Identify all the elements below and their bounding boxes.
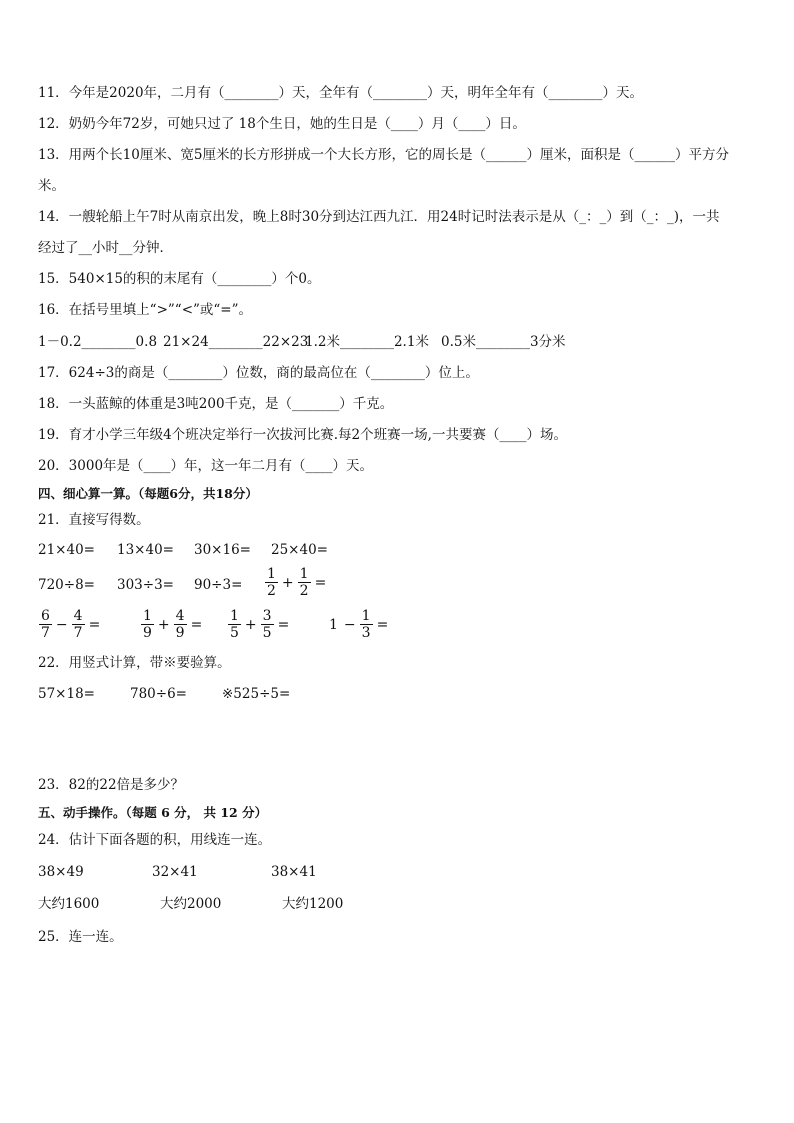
numerator: 1 (230, 608, 239, 624)
fraction-expression (140, 608, 205, 641)
fraction (39, 608, 52, 641)
fraction (265, 566, 278, 599)
whole-number: 1 (329, 616, 338, 633)
fraction (360, 608, 373, 641)
calc-item: ※525÷5= (222, 686, 291, 702)
fraction (228, 608, 241, 641)
question-25: 25．连一连。 (38, 929, 123, 945)
fraction-expression (38, 608, 103, 641)
question-17: 17．624÷3的商是（________）位数，商的最高位在（________）位上。 (38, 365, 479, 381)
calc-item: 57×18= (38, 686, 95, 702)
question-13-line-2: 米。 (38, 178, 65, 194)
question-14-line-2: 经过了__小时__分钟． (38, 240, 173, 256)
calc-item: 780÷6= (130, 686, 187, 702)
calc-item: 25×40= (271, 542, 328, 558)
operator: − (343, 616, 356, 633)
calc-item: 30×16= (194, 542, 251, 558)
estimate-item: 大约2000 (160, 896, 222, 912)
question-14-line-1: 14．一艘轮船上午7时从南京出发，晚上8时30分到达江西九江．用24时记时法表示是从（_：_）到（_：_)，一共 (38, 209, 720, 225)
question-18: 18．一头蓝鲸的体重是3吨200千克，是（_______）千克。 (38, 396, 394, 412)
fraction (174, 608, 187, 641)
question-19: 19．育才小学三年级4个班决定举行一次拔河比赛.每2个班赛一场,一共要赛（____）场。 (38, 427, 567, 443)
denominator: 9 (175, 625, 185, 641)
numerator: 3 (262, 608, 272, 624)
numerator: 4 (175, 608, 185, 624)
question-11: 11．今年是2020年，二月有（________）天，全年有（________）天，明年全年有（________）天。 (38, 85, 644, 101)
denominator: 5 (262, 625, 272, 641)
numerator: 4 (73, 608, 83, 624)
fraction (141, 608, 154, 641)
product-item: 38×41 (271, 864, 317, 880)
numerator: 6 (41, 608, 50, 624)
section-4-heading: 四、细心算一算。（每题6分，共18分） (38, 486, 258, 501)
calc-item: 21×40= (38, 542, 95, 558)
compare-item: 1－0.2________0.8 (38, 334, 158, 350)
denominator: 9 (143, 625, 152, 641)
equals-sign: = (190, 616, 203, 633)
fraction-expression (326, 608, 391, 641)
question-21: 21．直接写得数。 (38, 512, 150, 528)
estimate-item: 大约1200 (282, 896, 344, 912)
question-15: 15．540×15的积的末尾有（________）个0。 (38, 271, 321, 287)
denominator: 7 (41, 625, 50, 641)
calc-item: 303÷3= (117, 577, 174, 593)
operator: + (157, 616, 170, 633)
calc-item: 13×40= (117, 542, 174, 558)
compare-item: 1.2米________2.1米 (305, 334, 429, 350)
question-22: 22．用竖式计算，带※要验算。 (38, 655, 231, 671)
numerator: 1 (299, 566, 309, 582)
question-24: 24．估计下面各题的积，用线连一连。 (38, 832, 272, 848)
equals-sign: = (314, 574, 327, 591)
estimate-item: 大约1600 (38, 896, 100, 912)
product-item: 38×49 (38, 864, 84, 880)
calc-item: 90÷3= (194, 577, 243, 593)
fraction (298, 566, 311, 599)
question-13-line-1: 13．用两个长10厘米、宽5厘米的长方形拼成一个大长方形，它的周长是（______）厘米，面积是（______）平方分 (38, 147, 729, 163)
fraction (261, 608, 274, 641)
question-23: 23．82的22倍是多少？ (38, 777, 185, 793)
denominator: 7 (73, 625, 83, 641)
fraction-expression (227, 608, 292, 641)
compare-item: 0.5米________3分米 (441, 334, 566, 350)
question-12: 12．奶奶今年72岁，可她只过了 18个生日，她的生日是（____）月（____）日。 (38, 116, 526, 132)
question-16: 16．在括号里填上“>”“<”或“=”。 (38, 302, 253, 318)
operator: − (55, 616, 68, 633)
question-20: 20．3000年是（____）年，这一年二月有（____）天。 (38, 458, 374, 474)
equals-sign: = (277, 616, 290, 633)
equals-sign: = (88, 616, 101, 633)
compare-item: 21×24________22×23 (163, 334, 309, 350)
fraction (72, 608, 85, 641)
product-item: 32×41 (152, 864, 198, 880)
numerator: 1 (143, 608, 152, 624)
operator: + (244, 616, 257, 633)
calc-item: 720÷8= (38, 577, 95, 593)
denominator: 3 (361, 625, 371, 641)
numerator: 1 (361, 608, 371, 624)
operator: + (281, 574, 294, 591)
numerator: 1 (267, 566, 276, 582)
section-5-heading: 五、动手操作。（每题 6 分， 共 12 分） (38, 805, 268, 820)
denominator: 2 (267, 583, 276, 599)
denominator: 2 (299, 583, 309, 599)
equals-sign: = (376, 616, 389, 633)
fraction-expression (264, 566, 329, 599)
denominator: 5 (230, 625, 239, 641)
